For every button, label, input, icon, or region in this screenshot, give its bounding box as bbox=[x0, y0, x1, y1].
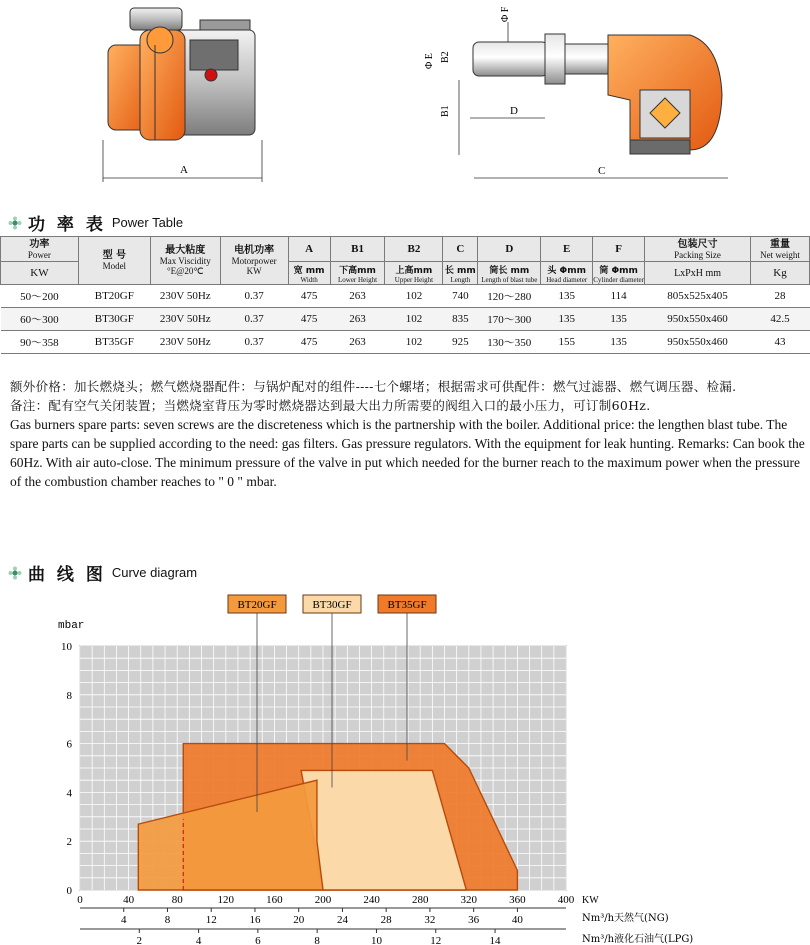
ng-tick-label: 32 bbox=[424, 914, 436, 926]
cell-weight: 42.5 bbox=[751, 308, 810, 331]
y-tick-label: 8 bbox=[66, 689, 72, 702]
lpg-tick-label: 4 bbox=[195, 935, 202, 945]
cell-b1: 263 bbox=[330, 285, 385, 308]
col-d-sub: 筒长 mm Length of blast tube bbox=[478, 262, 541, 285]
note-cn-remark: 备注：配有空气关闭装置；当燃烧室背压为零时燃烧器达到最大出力所需要的阀组入口的最小压力，可订制60Hz. bbox=[10, 398, 651, 413]
cell-c: 835 bbox=[443, 308, 478, 331]
burner-front-view bbox=[103, 8, 262, 182]
cell-a: 475 bbox=[288, 285, 330, 308]
col-a-sub: 宽 mm Width bbox=[288, 262, 330, 285]
col-b2: B2 bbox=[385, 237, 443, 262]
cell-b2: 102 bbox=[385, 331, 443, 354]
col-pack-unit: LxPxH mm bbox=[645, 262, 751, 285]
ng-tick-label: 40 bbox=[511, 914, 523, 926]
x-tick-label-kw: 80 bbox=[171, 894, 183, 906]
col-power: 功率 Power bbox=[1, 237, 79, 262]
cell-motor: 0.37 bbox=[220, 331, 288, 354]
cell-b1: 263 bbox=[330, 331, 385, 354]
x-tick-label-kw: 280 bbox=[411, 894, 429, 906]
x-tick-label-kw: 400 bbox=[557, 894, 575, 906]
table-row bbox=[1, 285, 810, 308]
x-tick-label-kw: 240 bbox=[363, 894, 380, 906]
cell-e: 135 bbox=[541, 285, 593, 308]
dim-b2-label: B2 bbox=[440, 51, 451, 63]
legend-label-bt35gf: BT35GF bbox=[387, 599, 427, 611]
ng-tick-label: 8 bbox=[164, 914, 171, 926]
burner-side-view bbox=[424, 6, 728, 178]
ng-tick-label: 12 bbox=[205, 914, 217, 926]
y-tick-label: 2 bbox=[66, 836, 72, 849]
lpg-tick-label: 10 bbox=[370, 935, 382, 945]
lpg-tick-label: 12 bbox=[430, 935, 442, 945]
dim-d-label: D bbox=[510, 105, 518, 117]
cell-b2: 102 bbox=[385, 308, 443, 331]
table-row bbox=[1, 308, 810, 331]
flower-bullet-icon bbox=[8, 216, 22, 230]
cell-d: 130～350 bbox=[478, 331, 541, 354]
power-table-heading bbox=[8, 210, 183, 235]
cell-e: 135 bbox=[541, 308, 593, 331]
cell-d: 120～280 bbox=[478, 285, 541, 308]
col-weight: 重量 Net weight bbox=[751, 237, 810, 262]
x-tick-label-kw: 200 bbox=[314, 894, 332, 906]
cell-motor: 0.37 bbox=[220, 308, 288, 331]
cell-f: 114 bbox=[593, 285, 645, 308]
col-c: C bbox=[443, 237, 478, 262]
cell-d: 170～300 bbox=[478, 308, 541, 331]
cell-power: 90～358 bbox=[1, 331, 79, 354]
legend-label-bt30gf: BT30GF bbox=[312, 599, 352, 611]
col-c-sub: 长 mm Length bbox=[443, 262, 478, 285]
cell-a: 475 bbox=[288, 331, 330, 354]
cell-power: 60～300 bbox=[1, 308, 79, 331]
cell-model: BT30GF bbox=[78, 308, 150, 331]
power-table-title-en: Power Table bbox=[111, 215, 184, 230]
ng-tick-label: 24 bbox=[336, 914, 348, 926]
cell-pack: 950x550x460 bbox=[645, 308, 751, 331]
ng-tick-label: 36 bbox=[468, 914, 480, 926]
power-table bbox=[0, 236, 810, 354]
col-weight-unit: Kg bbox=[751, 262, 810, 285]
cell-model: BT35GF bbox=[78, 331, 150, 354]
cell-pack: 950x550x460 bbox=[645, 331, 751, 354]
col-e-sub: 头 Φmm Head diameter bbox=[541, 262, 593, 285]
y-tick-label: 10 bbox=[61, 641, 72, 653]
ng-tick-label: 4 bbox=[120, 914, 127, 926]
dim-phif-label: Φ F bbox=[500, 6, 511, 22]
notes-block bbox=[10, 377, 808, 491]
col-f: F bbox=[593, 237, 645, 262]
burner-drawings bbox=[0, 0, 810, 200]
y-tick-label: 6 bbox=[66, 738, 72, 751]
cell-visc: 230V 50Hz bbox=[150, 285, 220, 308]
cell-c: 925 bbox=[443, 331, 478, 354]
col-f-sub: 筒 Φmm Cylinder diameter bbox=[593, 262, 645, 285]
cell-f: 135 bbox=[593, 331, 645, 354]
x-tick-label-kw: 160 bbox=[266, 894, 283, 906]
col-b2-sub: 上高mm Upper Height bbox=[385, 262, 443, 285]
note-cn-extra: 额外价格：加长燃烧头；燃气燃烧器配件：与锅炉配对的组件----七个螺堵；根据需求可供配件：燃气过滤器、燃气调压器、检漏. bbox=[10, 379, 737, 394]
note-en: Gas burners spare parts: seven screws are the discreteness which is the partnership with the boiler. Additional price: the lengthen blast tube. The spare parts can be supplied according to the need: gas filters. Gas pressure regulators. With the equipment for leak hunting. Remarks: Can book the 60Hz. With air auto-close. The minimum pressure of the valve in put which needed for the burner reach to the maximum power when the pressure of the combustion chamber reaches to " 0 " mbar. bbox=[10, 417, 805, 489]
y-tick-label: 4 bbox=[66, 787, 72, 800]
flower-bullet-icon bbox=[8, 566, 22, 580]
dim-a-label: A bbox=[180, 164, 188, 176]
x-tick-label-kw: 0 bbox=[77, 894, 83, 906]
col-d: D bbox=[478, 237, 541, 262]
col-pack: 包装尺寸 Packing Size bbox=[645, 237, 751, 262]
table-row bbox=[1, 331, 810, 354]
col-b1-sub: 下高mm Lower Height bbox=[330, 262, 385, 285]
cell-visc: 230V 50Hz bbox=[150, 331, 220, 354]
cell-e: 155 bbox=[541, 331, 593, 354]
x-tick-label-kw: 320 bbox=[460, 894, 478, 906]
cell-motor: 0.37 bbox=[220, 285, 288, 308]
cell-c: 740 bbox=[443, 285, 478, 308]
curve-chart bbox=[0, 580, 810, 945]
cell-a: 475 bbox=[288, 308, 330, 331]
col-e: E bbox=[541, 237, 593, 262]
col-b1: B1 bbox=[330, 237, 385, 262]
x-tick-label-kw: 40 bbox=[123, 894, 135, 906]
col-power-unit: KW bbox=[1, 262, 79, 285]
lpg-tick-label: 14 bbox=[489, 935, 501, 945]
ng-tick-label: 16 bbox=[249, 914, 261, 926]
cell-visc: 230V 50Hz bbox=[150, 308, 220, 331]
cell-pack: 805x525x405 bbox=[645, 285, 751, 308]
cell-model: BT20GF bbox=[78, 285, 150, 308]
cell-f: 135 bbox=[593, 308, 645, 331]
lpg-tick-label: 8 bbox=[314, 935, 320, 945]
ng-axis-label: Nm³/h天然气(NG) bbox=[582, 913, 669, 924]
x-tick-label-kw: 120 bbox=[217, 894, 235, 906]
cell-b1: 263 bbox=[330, 308, 385, 331]
dim-phie-label: Φ E bbox=[424, 53, 435, 69]
ng-tick-label: 20 bbox=[293, 914, 305, 926]
curve-title-en: Curve diagram bbox=[111, 565, 198, 580]
power-table-title-cn: 功 率 表 bbox=[28, 215, 106, 235]
cell-weight: 43 bbox=[751, 331, 810, 354]
cell-weight: 28 bbox=[751, 285, 810, 308]
curve-title-cn: 曲 线 图 bbox=[28, 565, 106, 585]
lpg-tick-label: 2 bbox=[136, 935, 143, 945]
y-axis-label: mbar bbox=[58, 620, 85, 632]
x-tick-label-kw: 360 bbox=[509, 894, 526, 906]
dim-b1-label: B1 bbox=[440, 105, 451, 117]
cell-power: 50～200 bbox=[1, 285, 79, 308]
x-axis-label-kw: KW bbox=[582, 895, 599, 906]
legend-label-bt20gf: BT20GF bbox=[237, 599, 277, 611]
col-motor: 电机功率 Motorpower KW bbox=[220, 237, 288, 285]
cell-b2: 102 bbox=[385, 285, 443, 308]
col-a: A bbox=[288, 237, 330, 262]
lpg-axis-label: Nm³/h液化石油气(LPG) bbox=[582, 934, 694, 945]
dim-c-label: C bbox=[598, 165, 606, 177]
ng-tick-label: 28 bbox=[380, 914, 392, 926]
col-model: 型 号 Model bbox=[78, 237, 150, 285]
col-visc: 最大粘度 Max Viscidity °E@20℃ bbox=[150, 237, 220, 285]
lpg-tick-label: 6 bbox=[255, 935, 261, 945]
y-tick-label: 0 bbox=[66, 885, 72, 897]
